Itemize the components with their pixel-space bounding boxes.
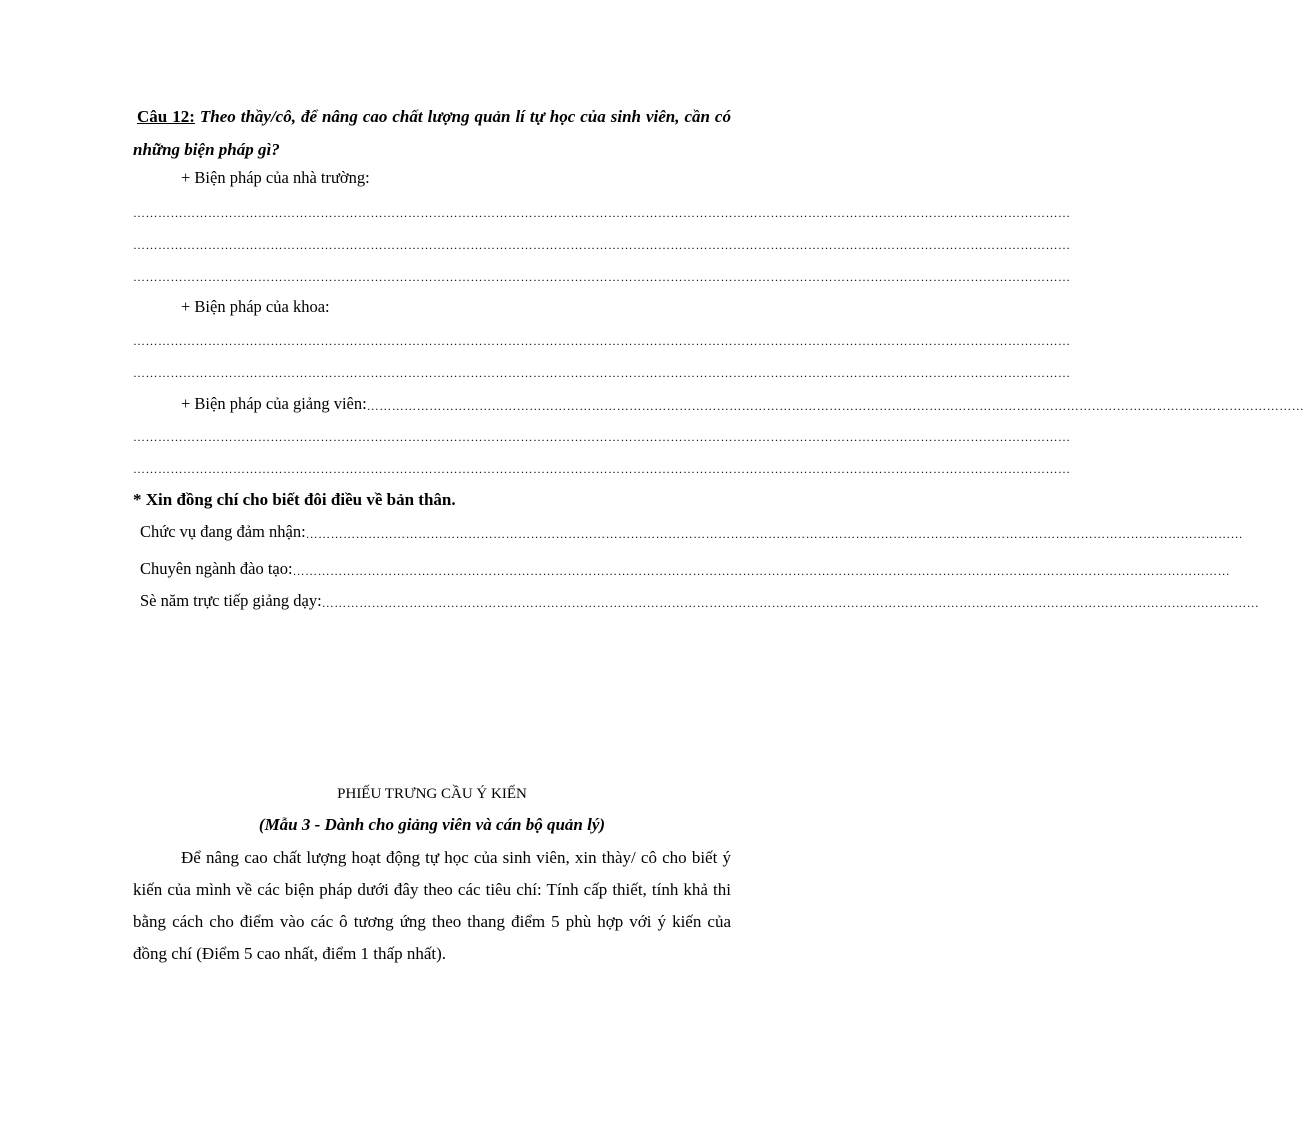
years-label: Sè năm trực tiếp giảng dạy: — [140, 591, 322, 610]
answer-line[interactable]: ……………………………………………………………………………………………………………………………………………………………………………………………………… — [133, 334, 1071, 348]
form-intro: Để nâng cao chất lượng hoạt động tự học của sinh viên, xin thày/ cô cho biết ý kiến của mình về các biện pháp dưới đây theo các tiêu chí: Tính cấp thiết, tính khả thi bằng cách cho điểm vào các ô tương ứng theo thang điểm 5 phù hợp với ý kiến của đồng chí (Điểm 5 cao nhất, điểm 1 thấp nhất). — [133, 848, 731, 963]
position-row — [140, 522, 1244, 542]
answer-line[interactable]: ……………………………………………………………………………………………………………………………………………………………………………………………………… — [133, 462, 1071, 476]
question-text: Theo thầy/cô, để nâng cao chất lượng quản lí tự học của sinh viên, cần có những biện pháp gì? — [133, 107, 731, 159]
form-subtitle: (Mẫu 3 - Dành cho giảng viên và cán bộ quản lý) — [258, 815, 606, 834]
answer-line[interactable]: ……………………………………………………………………………………………………………………………………………………………………………………………………… — [133, 430, 1071, 444]
years-row — [140, 591, 1260, 611]
years-input[interactable]: ……………………………………………………………………………………………………………………………………………………………………………………………………… — [321, 596, 1260, 610]
major-label: Chuyên ngành đào tạo: — [140, 559, 293, 578]
form-title: PHIẾU TRƯNG CẦU Ý KIẾN — [337, 786, 527, 802]
answer-line[interactable]: ……………………………………………………………………………………………………………………………………………………………………………………………………… — [133, 270, 1071, 284]
question-12 — [133, 100, 731, 166]
answer-line[interactable]: ……………………………………………………………………………………………………………………………………………………………………………………………………… — [133, 206, 1071, 220]
major-row — [140, 559, 1231, 579]
self-info-heading: * Xin đồng chí cho biết đôi điều về bản thân. — [133, 490, 456, 509]
answer-line[interactable]: ……………………………………………………………………………………………………………………………………………………………………………………………………… — [133, 366, 1071, 380]
position-label: Chức vụ đang đảm nhận: — [140, 522, 306, 541]
measure-school-label: + Biện pháp của nhà trường: — [181, 168, 370, 187]
measure-lecturer-label: + Biện pháp của giảng viên: — [181, 394, 367, 413]
answer-line[interactable]: ……………………………………………………………………………………………………………………………………………………………………………………………………… — [366, 399, 1304, 413]
measure-faculty-label: + Biện pháp của khoa: — [181, 297, 330, 316]
major-input[interactable]: ……………………………………………………………………………………………………………………………………………………………………………………………………… — [292, 564, 1231, 578]
answer-line[interactable]: ……………………………………………………………………………………………………………………………………………………………………………………………………… — [133, 238, 1071, 252]
measure-lecturer-row — [181, 394, 1304, 414]
position-input[interactable]: ……………………………………………………………………………………………………………………………………………………………………………………………………… — [305, 527, 1244, 541]
question-number: Câu 12: — [137, 107, 195, 126]
